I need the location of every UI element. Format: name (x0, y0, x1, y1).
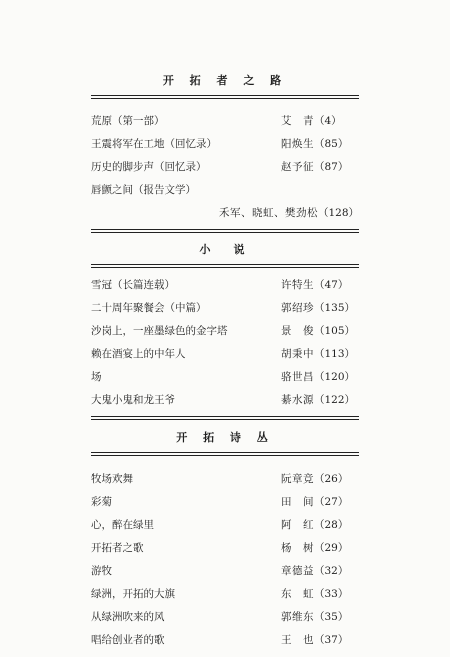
entry-author: 艾 青 (281, 115, 314, 127)
toc-entry[interactable] (91, 320, 359, 343)
entry-page: （120） (314, 371, 356, 383)
entry-author: 许特生 (281, 279, 314, 291)
section-divider (91, 264, 359, 268)
entry-author: 胡秉中 (281, 348, 314, 360)
entry-page: （113） (314, 348, 356, 360)
entry-title: 从绿洲吹来的风 (91, 611, 165, 623)
entry-page: （28） (314, 519, 349, 531)
entry-page: （27） (314, 496, 349, 508)
toc-entry[interactable] (91, 179, 359, 202)
section-divider (91, 229, 359, 233)
toc-entry[interactable] (91, 343, 359, 366)
toc-entry[interactable] (91, 606, 359, 629)
entry-title: 雪冠（长篇连载） (91, 279, 175, 291)
entry-title: 王震将军在工地（回忆录） (91, 138, 217, 150)
entry-author: 景 俊 (281, 325, 314, 337)
section-title: 开 拓 者 之 路 (162, 74, 288, 87)
entry-title: 彩菊 (91, 496, 112, 508)
entry-page: （32） (314, 565, 349, 577)
toc-entry[interactable] (91, 629, 359, 652)
entry-author: 田 间 (281, 496, 314, 508)
section-divider (91, 95, 359, 99)
entry-title: 大鬼小鬼和龙王爷 (91, 394, 175, 406)
entry-author: 赵予征 (281, 161, 314, 173)
entry-title: 沙岗上，一座墨绿色的金字塔 (91, 325, 228, 337)
toc-entry[interactable] (91, 468, 359, 491)
entry-author: 王 也 (281, 634, 314, 646)
entry-title: 牧场欢舞 (91, 473, 133, 485)
entry-page: （29） (314, 542, 349, 554)
entry-author: 杨 树 (281, 542, 314, 554)
toc-list (91, 468, 359, 652)
section-divider (91, 452, 359, 456)
entry-page: （87） (314, 161, 349, 173)
entry-author: 东 虹 (281, 588, 314, 600)
toc-entry[interactable] (91, 133, 359, 156)
toc-entry[interactable] (91, 110, 359, 133)
entry-page: （33） (314, 588, 349, 600)
section-title: 小 说 (199, 243, 251, 256)
entry-author: 郭维东 (281, 611, 314, 623)
entry-page: （85） (314, 138, 349, 150)
entry-page: （47） (314, 279, 349, 291)
toc-entry[interactable] (91, 389, 359, 412)
entry-page: （128） (317, 207, 359, 219)
entry-author: 綦水源 (281, 394, 314, 406)
entry-title: 唇颤之间（报告文学） (91, 184, 196, 196)
entry-author: 骆世昌 (281, 371, 314, 383)
entry-page: （122） (314, 394, 356, 406)
entry-author: 阳焕生 (281, 138, 314, 150)
entry-title: 赖在酒宴上的中年人 (91, 348, 186, 360)
entry-page: （37） (314, 634, 349, 646)
entry-title: 荒原（第一部） (91, 115, 165, 127)
section-title: 开 拓 诗 丛 (176, 431, 274, 444)
toc-section-pioneers-road (91, 72, 359, 233)
entry-page: （4） (314, 115, 342, 127)
toc-entry[interactable] (91, 274, 359, 297)
entry-title: 二十周年聚餐会（中篇） (91, 302, 207, 314)
entry-author: 阿 红 (281, 519, 314, 531)
toc-entry[interactable] (91, 297, 359, 320)
entry-page: （135） (314, 302, 356, 314)
toc-entry[interactable] (91, 537, 359, 560)
toc-section-fiction (91, 241, 359, 420)
entry-title: 历史的脚步声（回忆录） (91, 161, 207, 173)
toc-entry-continuation[interactable] (91, 202, 359, 225)
section-divider (91, 416, 359, 420)
entry-author: 章德益 (281, 565, 314, 577)
toc-entry[interactable] (91, 491, 359, 514)
entry-title: 开拓者之歌 (91, 542, 144, 554)
entry-author: 禾军、晓虹、樊劲松 (218, 207, 318, 219)
toc-section-poetry (91, 429, 359, 652)
entry-author: 郭绍珍 (281, 302, 314, 314)
entry-page: （105） (314, 325, 356, 337)
toc-list (91, 274, 359, 412)
toc-entry[interactable] (91, 514, 359, 537)
entry-title: 场 (91, 371, 102, 383)
entry-title: 唱给创业者的歌 (91, 634, 165, 646)
toc-entry[interactable] (91, 156, 359, 179)
table-of-contents (91, 72, 359, 652)
toc-entry[interactable] (91, 583, 359, 606)
entry-author: 阮章竞 (281, 473, 314, 485)
entry-page: （26） (314, 473, 349, 485)
entry-page: （35） (314, 611, 349, 623)
entry-title: 心，醉在绿里 (91, 519, 154, 531)
toc-entry[interactable] (91, 366, 359, 389)
entry-title: 游牧 (91, 565, 112, 577)
entry-title: 绿洲，开拓的大旗 (91, 588, 175, 600)
toc-list (91, 110, 359, 225)
toc-entry[interactable] (91, 560, 359, 583)
